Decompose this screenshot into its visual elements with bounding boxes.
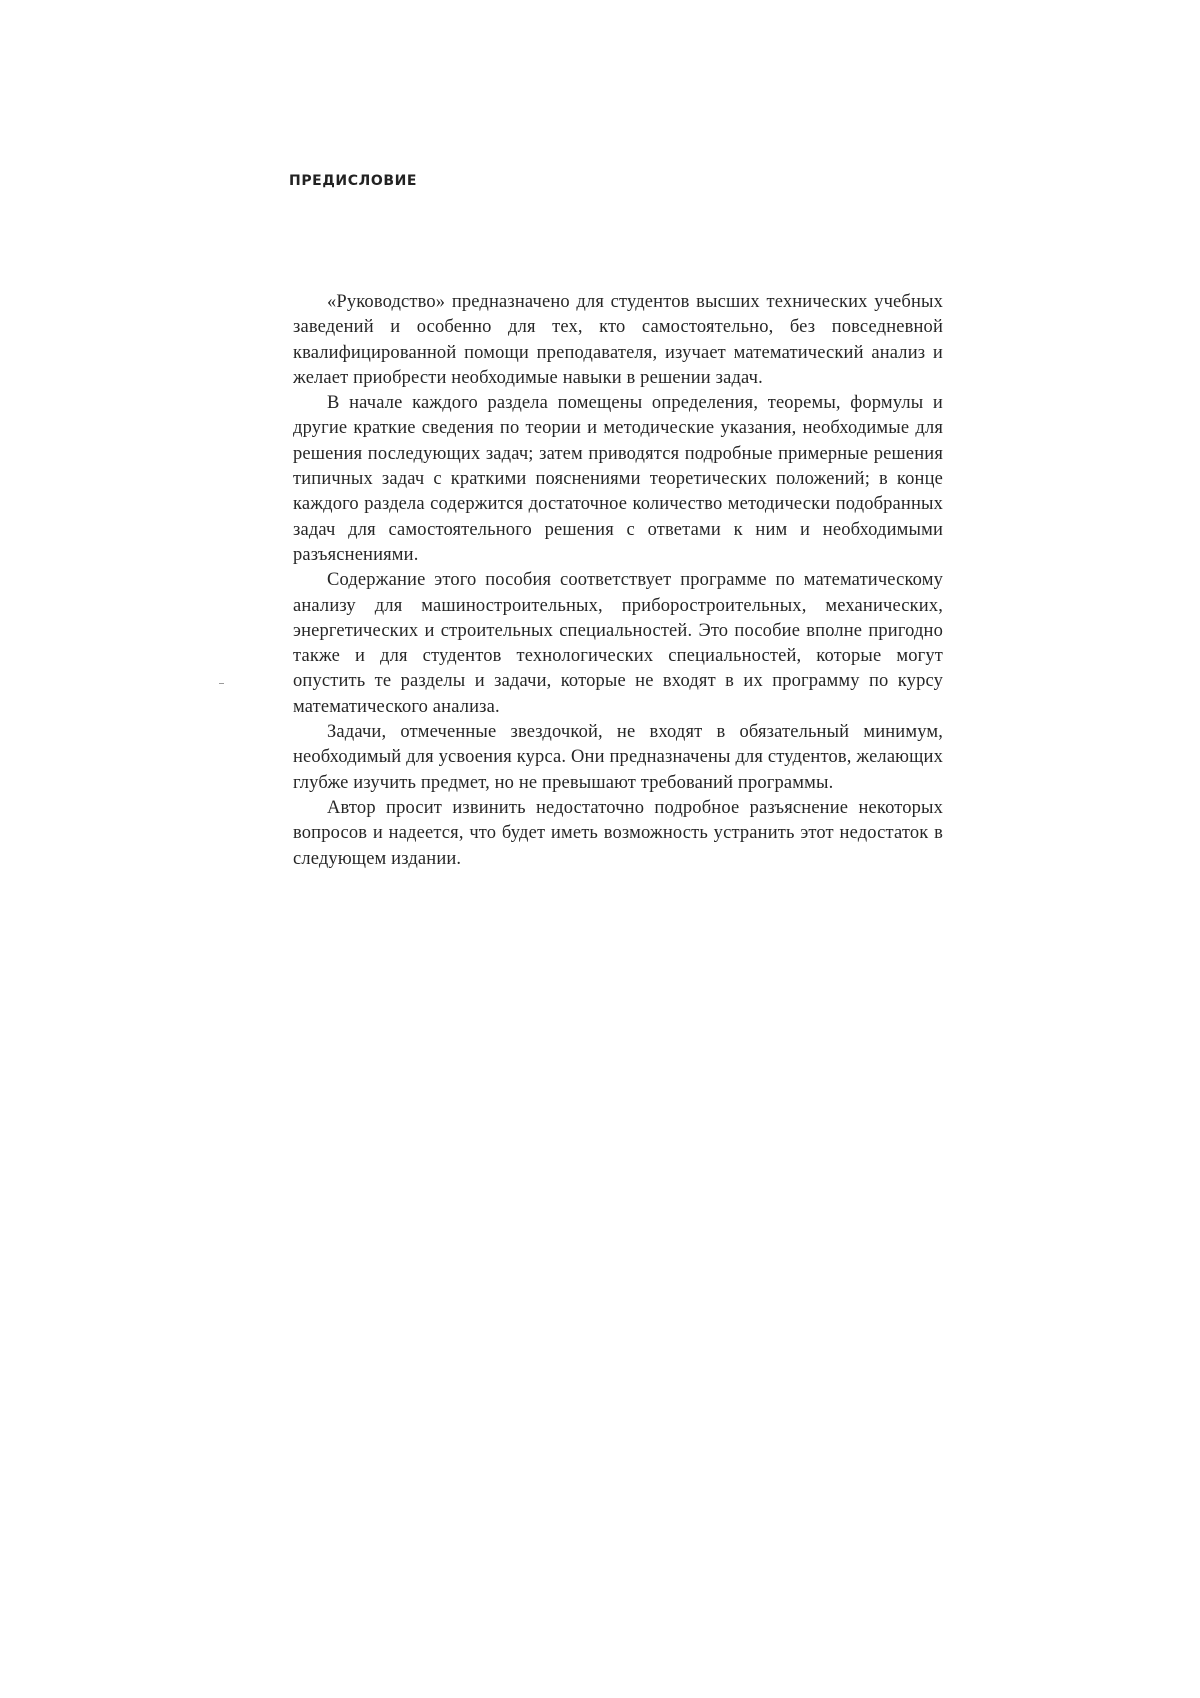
paragraph-4: Задачи, отмеченные звездочкой, не входят в обязательный минимум, необходимый для усвоения курса. Они предназначены для студентов, желающих глубже изучить предмет, но не превышают требований программы. [293,722,943,793]
preface-body [293,290,943,872]
paragraph-5: Автор просит извинить недостаточно подробное разъяснение некоторых вопросов и надеется, что будет иметь возможность устранить этот недостаток в следующем издании. [293,797,943,869]
paragraph-1: «Руководство» предназначено для студентов высших технических учебных заведений и особенно для тех, кто самостоятельно, без повседневной квалифицированной помощи преподавателя, изучает математический анализ и желает приобрести необходимые навыки в решении задач. [293,292,943,388]
paragraph-3: Содержание этого пособия соответствует программе по математическому анализу для машиностроительных, приборостроительных, механических, энергетических и строительных специальностей. Это пособие вполне пригодно также и для студентов технологических специальностей, которые могут опустить те разделы и задачи, которые не входят в их программу по курсу математического анализа. [293,570,943,717]
paragraph-2: В начале каждого раздела помещены определения, теоремы, формулы и другие краткие сведения по теории и методические указания, необходимые для решения последующих задач; затем приводятся подробные примерные решения типичных задач с краткими пояснениями теоретических положений; в конце каждого раздела содержится достаточное количество методически подобранных задач для самостоятельного решения с ответами к ним и необходимыми разъяснениями. [293,393,943,565]
scan-speck [219,683,224,684]
section-heading: ПРЕДИСЛОВИЕ [289,173,418,189]
